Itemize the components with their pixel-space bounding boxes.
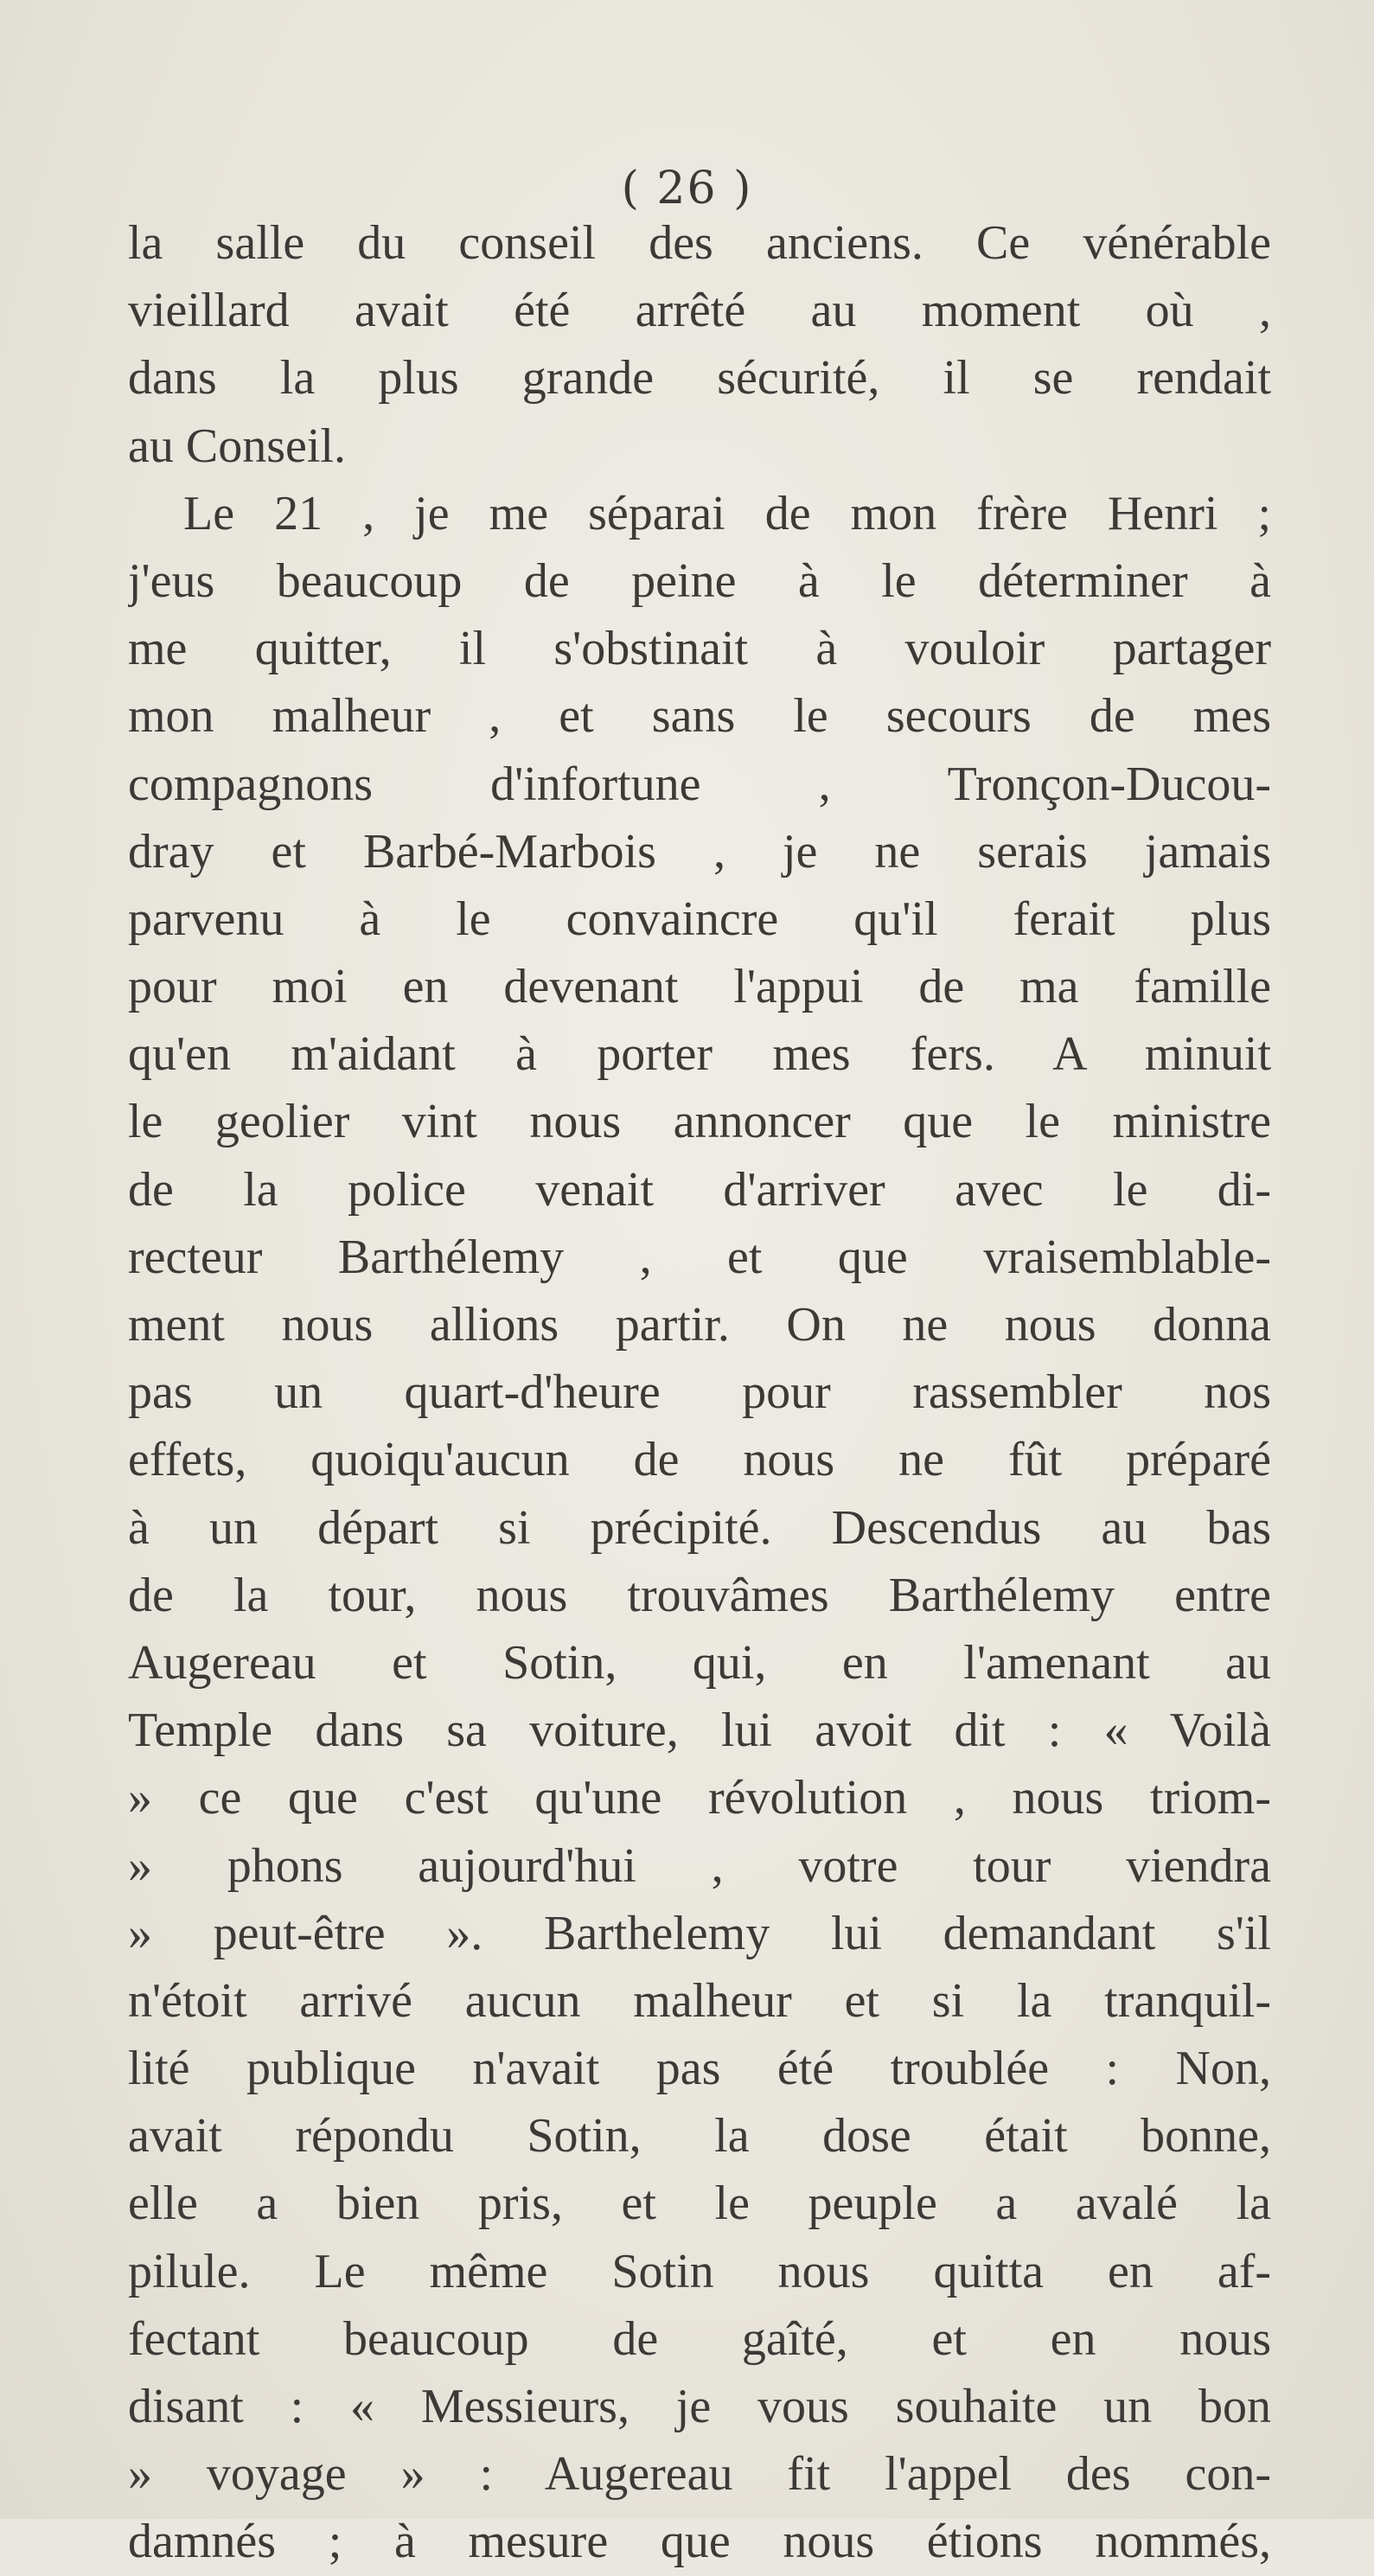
text-line: recteur Barthélemy , et que vraisemblable- bbox=[128, 1230, 1271, 1284]
text-line: le geolier vint nous annoncer que le ministre bbox=[128, 1095, 1271, 1149]
text-line: me quitter, il s'obstinait à vouloir partager bbox=[128, 622, 1271, 676]
text-line: de la tour, nous trouvâmes Barthélemy entre bbox=[128, 1568, 1271, 1622]
text-line: n'étoit arrivé aucun malheur et si la tranquil- bbox=[128, 1973, 1271, 2028]
text-line: Temple dans sa voiture, lui avoit dit : « Voilà bbox=[128, 1703, 1271, 1758]
text-line: Le 21 , je me séparai de mon frère Henri ; bbox=[183, 486, 1271, 540]
text-line: vieillard avait été arrêté au moment où , bbox=[128, 284, 1271, 338]
text-line: » phons aujourd'hui , votre tour viendra bbox=[128, 1838, 1271, 1893]
text-line: parvenu à le convaincre qu'il ferait plus bbox=[128, 892, 1271, 946]
text-line: damnés ; à mesure que nous étions nommés, bbox=[128, 2515, 1271, 2569]
text-line: » peut-être ». Barthelemy lui demandant s'il bbox=[128, 1906, 1271, 1960]
text-line: pour moi en devenant l'appui de ma famille bbox=[128, 960, 1271, 1014]
text-line: compagnons d'infortune , Tronçon-Ducou- bbox=[128, 757, 1271, 811]
text-line: Augereau et Sotin, qui, en l'amenant au bbox=[128, 1635, 1271, 1690]
text-line: lité publique n'avait pas été troublée : Non, bbox=[128, 2042, 1271, 2096]
text-line: ment nous allions partir. On ne nous donna bbox=[128, 1298, 1271, 1352]
text-line: disant : « Messieurs, je vous souhaite un bon bbox=[128, 2380, 1271, 2433]
text-line: à un départ si précipité. Descendus au bas bbox=[128, 1500, 1271, 1555]
text-line: » voyage » : Augereau fit l'appel des con- bbox=[128, 2447, 1271, 2502]
text-line: mon malheur , et sans le secours de mes bbox=[128, 689, 1271, 744]
text-line: » ce que c'est qu'une révolution , nous triom- bbox=[128, 1771, 1271, 1825]
text-line: elle a bien pris, et le peuple a avalé la bbox=[128, 2176, 1271, 2231]
text-line: fectant beaucoup de gaîté, et en nous bbox=[128, 2311, 1271, 2366]
text-line: dans la plus grande sécurité, il se rendait bbox=[128, 351, 1271, 406]
text-line: pilule. Le même Sotin nous quitta en af- bbox=[128, 2244, 1271, 2298]
text-line: qu'en m'aidant à porter mes fers. A minuit bbox=[128, 1027, 1271, 1082]
page-number: ( 26 ) bbox=[621, 163, 753, 214]
text-line: de la police venait d'arriver avec le di- bbox=[128, 1162, 1271, 1217]
text-line: j'eus beaucoup de peine à le déterminer à bbox=[128, 553, 1271, 608]
text-line: avait répondu Sotin, la dose était bonne, bbox=[128, 2109, 1271, 2164]
text-line: pas un quart-d'heure pour rassembler nos bbox=[128, 1365, 1271, 1420]
text-line: effets, quoiqu'aucun de nous ne fût préparé bbox=[128, 1433, 1271, 1487]
body-text bbox=[128, 209, 1271, 2576]
text-line: dray et Barbé-Marbois , je ne serais jamais bbox=[128, 824, 1271, 879]
text-line: la salle du conseil des anciens. Ce vénérable bbox=[128, 216, 1271, 270]
text-line: au Conseil. bbox=[128, 419, 346, 473]
